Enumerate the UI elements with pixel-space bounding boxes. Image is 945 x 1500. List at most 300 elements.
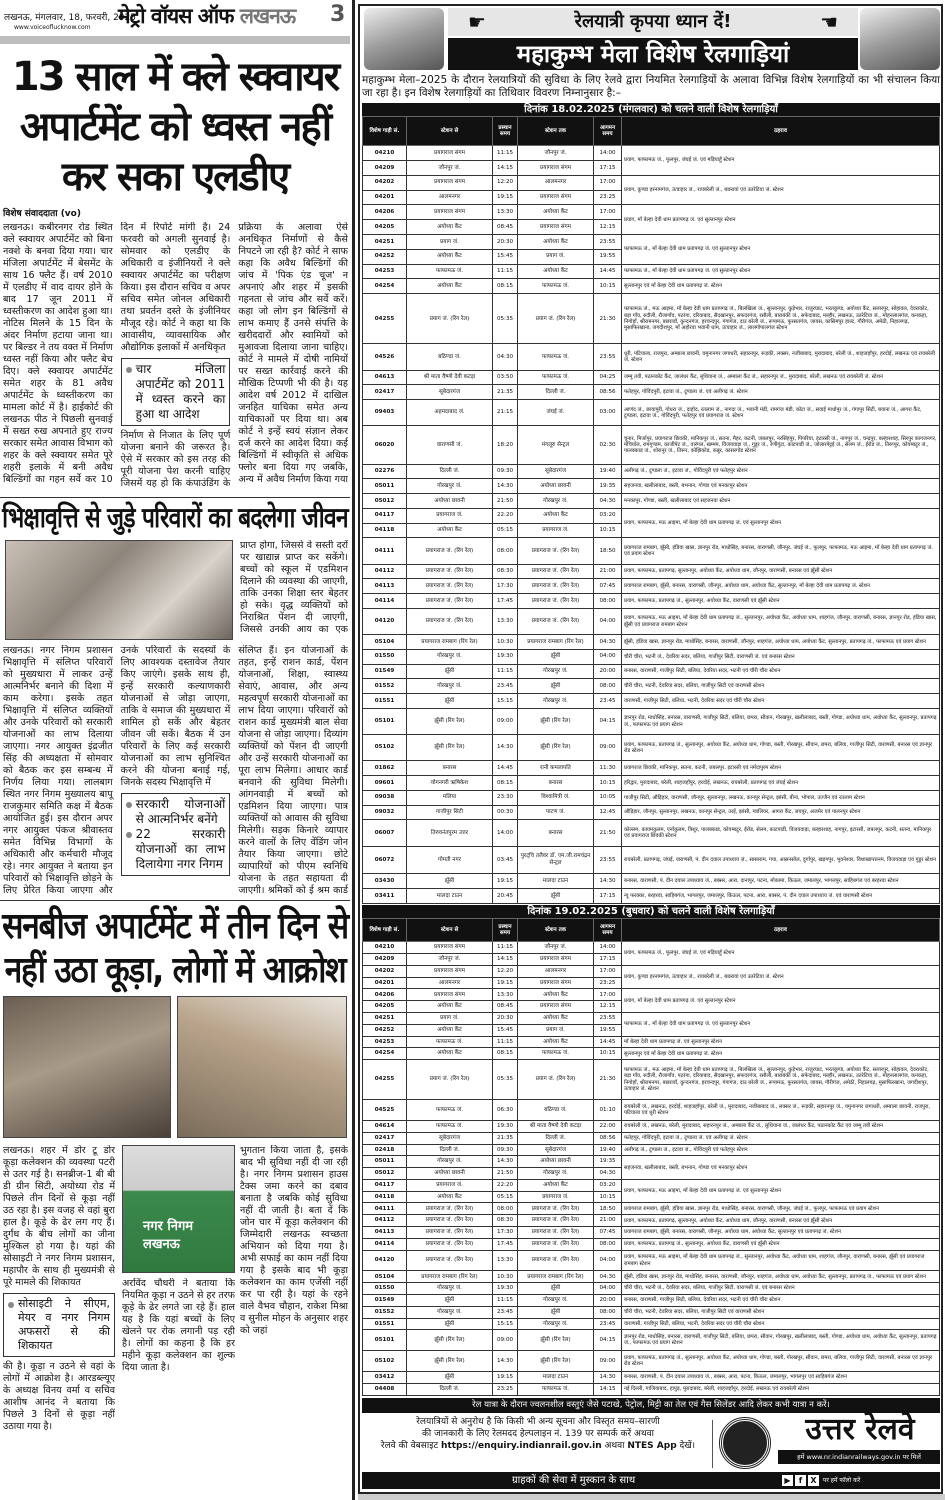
article3-para-a2: की है। कूड़ा न उठने से वहां के लोगों में आक्रोश है। आरडब्ल्यूए के अध्यक्ष विनय वर्मा व सचिव आशीष आनंद ने बताया कि पिछले 3 दिनों से कूड़ा नहीं उठाया गया है। <box>3 1361 115 1432</box>
stoppages: ज्ञानपुर रोड, माधोसिंह, बनारस, वाराणसी, गाजीपुर सिटी, बलिया, छपरा, सीवान, गोरखपुर, खलीलाबाद, बस्ती, गोण्डा, अयोध्या धाम, अयोध्या कैंट, सुल्तानपुर, प्रतापगढ़ जं., फाफामऊ एवं प्रयाग स्टेशन <box>622 1330 940 1351</box>
train-number: 04209 <box>363 161 407 176</box>
arrival-time: 04:30 <box>594 494 622 509</box>
train-number: 04202 <box>363 175 407 190</box>
stoppages: फाफामऊ जं., माँ बेल्हा देवी धाम प्रतापगढ़ जं. एवं सुल्तानपुर स्टेशन <box>622 264 940 279</box>
to-station: सूबेदारगंज <box>518 1144 594 1156</box>
stoppages: प्रयागराज रामबाग, झूँसी, बनारस, वाराणसी, जौनपुर, अयोध्या धाम, अयोध्या कैंट, सुल्तानपुर, माँ बेल्हा देवी धाम प्रतापगढ़ जं. स्टेशन <box>622 579 940 594</box>
stoppages: फतेहपुर, गोविंदपुरी, इटावा जं., टूण्डला जं. एवं अलीगढ़ जं. स्टेशन <box>622 385 940 400</box>
title-voice: वॉयस ऑफ <box>150 4 234 28</box>
stoppages: रायबरेली, प्रतापगढ़, जंघई, वाराणसी, पं. दीन दयाल उपाध्याय जं., सासाराम, गया, आसनसोल, दुर्गापुर, खड़गपुर, भुवनेश्वर, विशाखापत्तनम, विजयवाड़ा एवं गुडूर स्टेशन <box>622 846 940 874</box>
from-station: प्रयाग जं. <box>407 1012 493 1024</box>
departure-time: 19:30 <box>493 1121 518 1133</box>
train-row <box>363 400 940 426</box>
to-station: गोरखपुर जं. <box>518 664 594 679</box>
train-number: 04113 <box>363 579 407 594</box>
social-links <box>782 1472 860 1489</box>
train-number: 04201 <box>363 190 407 205</box>
train-number: 05104 <box>363 1271 407 1283</box>
from-station: प्रयागराज रामबाग (रिंग रेल) <box>407 1271 493 1283</box>
to-station: प्रयागराज जं. (रिंग रेल) <box>518 1238 594 1250</box>
arrival-time: 17:15 <box>594 889 622 904</box>
departure-time: 08:00 <box>493 538 518 564</box>
departure-time: 11:15 <box>493 264 518 279</box>
stoppages: प्रयागराज छिवकी, मानिकपुर, सतना, कटनी, जबलपुर, इटारसी एवं नर्मदापुरम स्टेशन <box>622 761 940 776</box>
train-row <box>363 175 940 190</box>
attention-text: रेलयात्री कृपया ध्यान दें! <box>574 11 732 32</box>
facebook-icon[interactable]: f <box>795 1475 806 1486</box>
from-station: झूँसी <box>407 1318 493 1330</box>
train-number: 01551 <box>363 694 407 709</box>
departure-time: 14:45 <box>493 761 518 776</box>
garbage-photo-2 <box>177 996 347 1138</box>
to-station: झूँसी <box>518 679 594 694</box>
from-station: झूँसी <box>407 694 493 709</box>
train-number: 04614 <box>363 1121 407 1133</box>
to-station: झूँसी <box>518 1306 594 1318</box>
train-number: 05101 <box>363 709 407 735</box>
train-row <box>363 205 940 220</box>
arrival-time: 18:50 <box>594 1203 622 1215</box>
stoppages: प्रयाग, कुण्डा हरनामगंज, ऊंचाहार जं., रायबरेली जं., बछरावां एवं उतरेटिया जं. स्टेशन <box>622 965 940 989</box>
table2-date-heading: दिनांक 19.02.2025 (बुधवार) को चलने वाली विशेष रेलगाड़ियाँ <box>362 905 940 918</box>
arrival-time: 19:55 <box>594 1024 622 1036</box>
to-station: गोरखपुर जं. <box>518 1318 594 1330</box>
train-row <box>363 965 940 977</box>
from-station: योगनगरी ऋषिकेश <box>407 776 493 791</box>
arrival-time: 04:30 <box>594 635 622 650</box>
callout-item: 22 सरकारी योजनाओं का लाभ दिलायेगा नगर निगम <box>126 827 226 872</box>
article1-text-a: लखनऊ। कबीरनगर रोड स्थित क्ले स्क्वायर अपार्टमेंट को बिना नक्शे के बनवा दिया गया। चार मंजिला अपार्टमेंट में बेसमेंट के साथ 16 फ्लैट हैं। वर्ष 2010 में एलडीए में वाद दायर होने के बाद 17 जून 2011 में ध्वस्तीकरण का आदेश हुआ था। नोटिस मिलने के 15 दिन के अंदर निर्माण हटाया जाना था। पर बिल्डर ने तय वक्त में निर्माण ध्वस्त नहीं किया और फ्लैट बेच दिए। क्ले स्क्वायर अपार्टमेंट समेत शहर के 81 अवैध अपार्टमेंट के ध्वस्तीकरण का मामला कोर्ट में है। हाईकोर्ट की लखनऊ पीठ ने पिछली सुनवाई में सख्त रुख अपनाते हुए राज्य सरकार समेत आवास विभाग को शहर के क्ले स्क्वायर समेत पूरे शहरी इलाके में बनी अवैध बिल्डिंगों का गहन सर्वे कर 10 दिन में रिपोर्ट मांगी है। 24 फरवरी को अगली सुनवाई है। सोमवार को एलडीए के अधिकारी व इंजीनियरों ने क्ले स्क्वायर अपार्टमेंट का परीक्षण किया। इस दौरान सचिव व अपर सचिव समेत जोनल अधिकारी तथा प्रवर्तन दस्ते के इंजीनियर मौजूद रहे। कोर्ट ने कहा था कि आवासीय, व्यावसायिक और औद्योगिक इलाकों में अनधिकृत <box>3 222 231 485</box>
from-station: गोरखपुर जं. <box>407 679 493 694</box>
stoppages: रायबरेली जं., लखनऊ, बरेली, मुरादाबाद, सहारनपुर जं., अम्बाला कैंट जं., लुधियाना जं., जालंधर कैंट, पठानकोट कैंट एवं जम्मू तवी स्टेशन <box>622 1121 940 1133</box>
train-row <box>363 564 940 579</box>
article2-callout <box>121 793 231 876</box>
train-row <box>363 1227 940 1239</box>
from-station: झूँसी (रिंग रेल) <box>407 735 493 761</box>
divider <box>712 1420 713 1468</box>
departure-time: 10:30 <box>493 1271 518 1283</box>
train-row <box>363 1144 940 1156</box>
northern-railway-website[interactable]: हमें www.nr.indianrailways.gov.in पर मिलें <box>778 1450 940 1464</box>
to-station: प्रयागराज संगम <box>518 1001 594 1013</box>
table-header-row <box>363 117 940 146</box>
from-station: श्री माता वैष्णो देवी कटड़ा <box>407 370 493 385</box>
arrival-time: 14:00 <box>594 146 622 161</box>
train-number: 04118 <box>363 1191 407 1203</box>
from-station: गाजीपुर सिटी <box>407 805 493 820</box>
arrival-time: 21:50 <box>594 820 622 846</box>
table1 <box>362 116 940 904</box>
train-row <box>363 1100 940 1121</box>
departure-time: 03:50 <box>493 370 518 385</box>
to-station: प्रयागराज जं. (रिंग रेल) <box>518 564 594 579</box>
train-number: 04251 <box>363 235 407 250</box>
train-number: 09403 <box>363 400 407 426</box>
train-number: 04210 <box>363 146 407 161</box>
to-station: प्रयागराज जं. (रिंग रेल) <box>518 594 594 609</box>
article1-callout <box>121 358 231 426</box>
arrival-time: 23:25 <box>594 977 622 989</box>
train-number: 04205 <box>363 1001 407 1013</box>
stoppages: प्रयाग, फाफामऊ, मऊ आइमा, माँ बेल्हा देवी धाम प्रतापगढ़ जं., सुल्तानपुर, अयोध्या कैंट, अयोध्या धाम, शाहगंज, जौनपुर, वाराणसी, बनारस, झूँसी एवं प्रयागराज रामबाग स्टेशन <box>622 1250 940 1271</box>
to-station: अयोध्या कैंट <box>518 205 594 220</box>
departure-time: 10:30 <box>493 635 518 650</box>
departure-time: 21:50 <box>493 1168 518 1180</box>
from-station: प्रयागराज जं. (रिंग रेल) <box>407 564 493 579</box>
arrival-time: 19:35 <box>594 479 622 494</box>
stoppages: फाफामऊ जं., माँ बेल्हा देवी धाम प्रतापगढ़ जं. एवं सुल्तानपुर स्टेशन <box>622 235 940 265</box>
departure-time: 12:20 <box>493 175 518 190</box>
arrival-time: 10:15 <box>594 776 622 791</box>
arrival-time: 03:00 <box>594 400 622 426</box>
train-number: 05011 <box>363 479 407 494</box>
train-row <box>363 235 940 250</box>
arrival-time: 12:15 <box>594 220 622 235</box>
train-number: 04525 <box>363 1100 407 1121</box>
article2-text-b: संलिप्त हैं। इन योजनाओं के तहत, इन्हें राशन कार्ड, पेंशन योजनाओं, शिक्षा, स्वास्थ्य सेवाएं, आवास, और अन्य महत्वपूर्ण सरकारी योजनाओं का लाभ दिया जाएगा। परिवारों को राशन कार्ड मुख्यमंत्री बाल सेवा योजना से जोड़ा जाएगा। दिव्यांग व्यक्तियों को पेंशन दी जाएगी और उन्हें सरकारी योजनाओं का पूरा लाभ मिलेगा। आधार कार्ड बनवाने की सुविधा मिलेगी। आंगनवाड़ी में बच्चों को एडमिशन दिया जाएगा। पात्र व्यक्तियों को आवास की सुविधा मिलेगी। सड़क किनारे व्यापार करने वालों के लिए वेंडिंग जोन तैयार किया जाएगा। छोटे व्यापारियों को पीएम स्वनिधि योजना के तहत सहायता दी जाएगी। श्रमिकों को ई श्रम कार्ड <box>238 645 348 896</box>
train-row <box>363 1215 940 1227</box>
departure-time: 03:45 <box>493 846 518 874</box>
column-divider <box>352 0 355 1500</box>
arrival-time: 19:35 <box>594 1156 622 1168</box>
stoppages: प्रयाग, फाफामऊ, प्रतापगढ़ जं., सुल्तानपुर, अयोध्या कैंट, वाराणसी एवं झूँसी स्टेशन <box>622 594 940 609</box>
departure-time: 14:30 <box>493 1351 518 1372</box>
article2-side-para: प्राप्त होगा, जिससे वे सस्ती दरों पर खाद्यान्न प्राप्त कर सकेंगे। बच्चों को स्कूल में एडमिशन दिलाने की व्यवस्था की जाएगी, ताकि उनका शिक्षा स्तर बेहतर हो सके। वृद्ध व्यक्तियों को निराश्रित पेंशन दी जाएगी, जिससे उनकी आय का एक <box>240 540 348 635</box>
train-number: 01552 <box>363 679 407 694</box>
arrival-time: 04:25 <box>594 370 622 385</box>
train-number: 03411 <box>363 889 407 904</box>
departure-time: 08:30 <box>493 564 518 579</box>
train-number: 01549 <box>363 664 407 679</box>
train-row <box>363 709 940 735</box>
train-row <box>363 1060 940 1100</box>
garbage-photo-1 <box>3 996 171 1138</box>
from-station: फाफामऊ जं. <box>407 1100 493 1121</box>
arrival-time: 19:40 <box>594 1144 622 1156</box>
to-station: अयोध्या कैंट <box>518 1012 594 1024</box>
to-station: प्रयाग जं. <box>518 249 594 264</box>
column-header: स्टेशन से <box>407 117 493 146</box>
to-station: फाफामऊ जं. <box>518 1383 594 1395</box>
arrival-time: 11:30 <box>594 761 622 776</box>
from-station: बनारस <box>407 761 493 776</box>
to-station: झूँसी (रिंग रेल) <box>518 1351 594 1372</box>
train-row <box>363 1306 940 1318</box>
train-row <box>363 294 940 344</box>
departure-time: 21:35 <box>493 1132 518 1144</box>
info-text: अथवा <box>604 1441 625 1451</box>
stoppages: अलीगढ़ जं., टूण्डला जं., इटावा जं., गोविंदपुरी एवं फतेहपुर स्टेशन <box>622 464 940 479</box>
from-station: प्रयाग जं. (रिंग रेल) <box>407 294 493 344</box>
train-number: 04111 <box>363 1203 407 1215</box>
from-station: अयोध्या कैंट <box>407 220 493 235</box>
departure-time: 19:30 <box>493 1283 518 1295</box>
to-station: श्री माता वैष्णो देवी कटड़ा <box>518 1121 594 1133</box>
x-icon[interactable]: X <box>808 1475 819 1486</box>
from-station: गोरखपुर जं. <box>407 1156 493 1168</box>
train-number: 05102 <box>363 1351 407 1372</box>
train-row <box>363 579 940 594</box>
from-station: झूँसी (रिंग रेल) <box>407 1330 493 1351</box>
to-station: प्रयागराज संगम <box>518 161 594 176</box>
enquiry-link[interactable]: https://enquiry.indianrail.gov.in <box>441 1441 602 1451</box>
train-number: 04112 <box>363 564 407 579</box>
train-row <box>363 594 940 609</box>
stoppages: सहजनवा, खलीलाबाद, बस्ती, बभनान, गोण्डा एवं मनकापुर स्टेशन <box>622 1156 940 1180</box>
stoppages: चौरी चौरा, भटनी, देवरिया सदर, बलिया, गाजीपुर सिटी एवं वाराणसी स्टेशन <box>622 1306 940 1318</box>
train-row <box>363 1156 940 1168</box>
arrival-time: 10:05 <box>594 790 622 805</box>
train-number: 05011 <box>363 1156 407 1168</box>
train-row <box>363 464 940 479</box>
arrival-time: 10:15 <box>594 1048 622 1060</box>
train-number: 06007 <box>363 820 407 846</box>
departure-time: 13:30 <box>493 608 518 634</box>
stoppages: वाराणसी, गाजीपुर सिटी, बलिया, भटनी, देवरिया सदर एवं चौरी चौरा स्टेशन <box>622 1318 940 1330</box>
train-number: 04526 <box>363 344 407 370</box>
meeting-photo <box>5 540 233 640</box>
train-number: 06072 <box>363 846 407 874</box>
departure-time: 21:50 <box>493 494 518 509</box>
article1-body <box>3 222 348 494</box>
to-station: जौनपुर जं. <box>518 942 594 954</box>
to-station: अयोध्या कैंट <box>518 508 594 523</box>
article3-text-c <box>240 1145 348 1500</box>
to-station: प्रयागराज संगम <box>518 977 594 989</box>
departure-time: 05:15 <box>493 1191 518 1203</box>
arrival-time: 23:55 <box>594 1012 622 1024</box>
from-station: अयोध्या छावनी <box>407 494 493 509</box>
from-station: झूँसी (रिंग रेल) <box>407 1351 493 1372</box>
masthead-divider <box>0 36 350 44</box>
stoppages: मनकापुर, गोण्डा, बस्ती, खलीलाबाद एवं सहजनवा स्टेशन <box>622 494 940 509</box>
stoppages: फाफामऊ जं., माँ बेल्हा देवी धाम प्रतापगढ़ जं. एवं सुल्तानपुर स्टेशन <box>622 1012 940 1036</box>
from-station: बठिण्डा जं. <box>407 344 493 370</box>
from-station: सूबेदारगंज <box>407 385 493 400</box>
stoppages: रायबरेली जं., लखनऊ, हरदोई, शाहजहाँपुर, बरेली जं., मुरादाबाद, नजीबाबाद जं., लक्सर जं., रूड़की, सहारनपुर जं., यमुनानगर जगाधरी, अम्बाला छावनी, राजपुरा, पटियाला एवं धूरी स्टेशन <box>622 1100 940 1121</box>
stoppages: प्रयाग, फाफामऊ, मऊ आइमा, माँ बेल्हा देवी धाम प्रतापगढ़ जं. एवं सुल्तानपुर स्टेशन <box>622 1179 940 1203</box>
arrival-time: 17:00 <box>594 989 622 1001</box>
train-row <box>363 694 940 709</box>
train-row <box>363 1318 940 1330</box>
departure-time: 19:30 <box>493 649 518 664</box>
table1-date-heading: दिनांक 18.02.2025 (मंगलवार) को चलने वाली विशेष रेलगाड़ियाँ <box>362 103 940 116</box>
arrival-time: 14:30 <box>594 874 622 889</box>
northern-railway-brand: उत्तर रेलवे <box>805 1412 915 1447</box>
train-number: 02418 <box>363 1144 407 1156</box>
train-row <box>363 1371 940 1383</box>
arrival-time: 22:00 <box>594 1121 622 1133</box>
arrival-time: 12:45 <box>594 805 622 820</box>
train-row <box>363 426 940 464</box>
train-row <box>363 649 940 664</box>
stoppages: बनारस, वाराणसी, गाजीपुर सिटी, बलिया, देवरिया सदर, भटनी एवं चौरी चौरा स्टेशन <box>622 1294 940 1306</box>
arrival-time: 20:00 <box>594 1294 622 1306</box>
to-station: झूँसी <box>518 649 594 664</box>
stoppages: आणंद जं., छायापुरी, गोधरा जं., दाहोद, रतलाम जं., नागदा जं., भवानी मंडी, रामगंज मंडी, कोटा जं., सवाई माधोपुर जं., गंगापुर सिटी, बयाना जं., आगरा कैंट, टूण्डला, इटावा जं., गोविंदपुरी, फतेहपुर एवं प्रयागराज जं. स्टेशन <box>622 400 940 426</box>
stoppages: सहजनवा, खलीलाबाद, बस्ती, बभनान, गोण्डा एवं मनकापुर स्टेशन <box>622 479 940 494</box>
departure-time: 00:30 <box>493 805 518 820</box>
departure-time: 15:15 <box>493 694 518 709</box>
from-station: झूँसी <box>407 664 493 679</box>
departure-time: 14:30 <box>493 735 518 761</box>
departure-time: 04:30 <box>493 344 518 370</box>
train-row <box>363 846 940 874</box>
train-number: 04210 <box>363 942 407 954</box>
to-station: दिल्ली जं. <box>518 385 594 400</box>
section-divider <box>0 497 350 498</box>
departure-time: 13:30 <box>493 989 518 1001</box>
column-header: प्रस्थान समय <box>493 117 518 146</box>
stoppages: चौरी चौरा, भटनी जं., देवरिया सदर, बलिया, गाजीपुर सिटी, वाराणसी जं. एवं बनारस स्टेशन <box>622 1283 940 1295</box>
to-station: झूँसी <box>518 1283 594 1295</box>
to-station: अयोध्या छावनी <box>518 479 594 494</box>
departure-time: 19:15 <box>493 977 518 989</box>
to-station: अयोध्या कैंट <box>518 1036 594 1048</box>
from-station: फाफामऊ जं. <box>407 264 493 279</box>
train-engine-icon <box>860 8 940 70</box>
arrival-time: 23:45 <box>594 694 622 709</box>
departure-time: 14:30 <box>493 1156 518 1168</box>
to-station: विश्वामित्री जं. <box>518 790 594 805</box>
social-text: पर हमें फॉलो करें <box>822 1477 861 1484</box>
train-number: 09601 <box>363 776 407 791</box>
from-station: प्रयागराज संगम <box>407 146 493 161</box>
departure-time: 20:45 <box>493 889 518 904</box>
departure-time: 19:15 <box>493 190 518 205</box>
train-row <box>363 494 940 509</box>
train-row <box>363 1048 940 1060</box>
departure-time: 20:30 <box>493 235 518 250</box>
arrival-time: 07:45 <box>594 579 622 594</box>
train-number: 05104 <box>363 635 407 650</box>
train-row <box>363 1179 940 1191</box>
callout-item: सोसाइटी ने सीएम, मेयर व नगर निगम अफसरों से की शिकायत <box>8 1297 110 1353</box>
bin-lettering: नगर निगम लखनऊ <box>143 1219 194 1252</box>
ad-footer <box>362 1472 940 1489</box>
article3-para-a: लखनऊ। शहर में डोर टू डोर कूड़ा कलेक्शन की व्यवस्था पटरी से उतर गई है। सनब्रीज-1 बी बी डी ग्रीन सिटी, अयोध्या रोड में पिछले तीन दिनों से कूड़ा नहीं उठ रहा है। इस वजह से वहां बुरा हाल है। कूड़े के ढेर लग गए हैं। दुर्गंध के बीच लोगों का जीना मुश्किल हो गया है। यहां की सोसाइटी ने नगर निगम प्रशासन, महापौर के साथ ही मुख्यमंत्री से पूरे मामले की शिकायत <box>3 1145 115 1288</box>
column-header: स्टेशन तक <box>518 919 594 942</box>
column-header: प्रस्थान समय <box>493 919 518 942</box>
departure-time: 11:15 <box>493 942 518 954</box>
to-station: बनारस <box>518 776 594 791</box>
train-number: 04117 <box>363 508 407 523</box>
to-station: फाफामऊ जं. <box>518 1048 594 1060</box>
website-link[interactable]: www.voiceoflucknow.com <box>14 24 91 31</box>
arrival-time: 03:20 <box>594 508 622 523</box>
train-row <box>363 679 940 694</box>
train-row <box>363 1383 940 1395</box>
train-row <box>363 479 940 494</box>
train-row <box>363 820 940 846</box>
stoppages: प्रयागराज रामबाग, झूँसी, हंडिया खास, ज्ञानपुर रोड, माधोसिंह, बनारस, वाराणसी, जौनपुर, जंघई जं., फूलपुर, फाफामऊ, मऊ आइमा, माँ बेल्हा देवी धाम प्रतापगढ़ जं. एवं प्रयाग स्टेशन <box>622 538 940 564</box>
to-station: प्रयागराज संगम <box>518 954 594 966</box>
arrival-time: 17:00 <box>594 175 622 190</box>
train-row <box>363 264 940 279</box>
to-station: जौनपुर जं. <box>518 146 594 161</box>
departure-time: 05:35 <box>493 1060 518 1100</box>
train-number: 01551 <box>363 1318 407 1330</box>
arrival-time: 23:55 <box>594 235 622 250</box>
from-station: प्रयागराज संगम <box>407 175 493 190</box>
article3-para-b: अरविंद चौधरी ने बताया कि नियमित कूड़ा न उठने से हर तरफ कूड़े के ढेर लगते जा रहे हैं। हाल यह है कि यहां बच्चों के लिए खेलने पर रोक लगानी पड़ रही है। लोगों का कहना है कि हर महीने कूड़ा कलेक्शन का शुल्क दिया जाता है। <box>122 1278 235 1373</box>
stoppages: हरिद्वार, मुरादाबाद, बरेली, शाहजहाँपुर, हरदोई, लखनऊ, रायबरेली, प्रतापगढ़ एवं जंघई स्टेशन <box>622 776 940 791</box>
to-station: प्रयागराज रामबाग (रिंग रेल) <box>518 635 594 650</box>
train-row <box>363 1271 940 1283</box>
from-station: प्रयागराज रामबाग (रिंग रेल) <box>407 635 493 650</box>
stoppages: चौरी चौरा, भटनी, देवरिया सदर, बलिया, गाजीपुर सिटी एवं वाराणसी स्टेशन <box>622 679 940 694</box>
arrival-time: 07:45 <box>594 1227 622 1239</box>
train-number: 05101 <box>363 1330 407 1351</box>
to-station: प्रयागराज जं. (रिंग रेल) <box>518 579 594 594</box>
page-number: 3 <box>330 2 346 27</box>
departure-time: 23:25 <box>493 1383 518 1395</box>
train-row <box>363 942 940 954</box>
from-station: प्रयागराज जं. (रिंग रेल) <box>407 608 493 634</box>
departure-time: 17:45 <box>493 594 518 609</box>
from-station: सूबेदारगंज <box>407 1132 493 1144</box>
from-station: अयोध्या कैंट <box>407 523 493 538</box>
pointing-hand-icon: ☛ <box>468 10 486 34</box>
to-station: प्रयागराज जं. (रिंग रेल) <box>518 1250 594 1271</box>
train-number: 04113 <box>363 1227 407 1239</box>
from-station: गोमती नगर <box>407 846 493 874</box>
stoppages: बनारस, वाराणसी, पं. दीन दयाल उपाध्याय जं., बक्सर, आरा, पटना, किऊल, जमालपुर, भागलपुर एवं साहिबगंज स्टेशन <box>622 1371 940 1383</box>
train-number: 01550 <box>363 649 407 664</box>
departure-time: 08:15 <box>493 1048 518 1060</box>
train-number: 04201 <box>363 977 407 989</box>
column-header: स्टेशन तक <box>518 117 594 146</box>
departure-time: 15:45 <box>493 1024 518 1036</box>
to-station: प्रयागराज जं. (रिंग रेल) <box>518 1203 594 1215</box>
stoppages: बनारस, वाराणसी, गाजीपुर सिटी, बलिया, देवरिया सदर, भटनी एवं चौरी चौरा स्टेशन <box>622 664 940 679</box>
to-station: गोरखपुर जं. <box>518 1294 594 1306</box>
ad-title: महाकुम्भ मेला विशेष रेलगाड़ियां <box>448 38 858 70</box>
arrival-time: 08:56 <box>594 385 622 400</box>
to-station: प्रयागराज जं. <box>518 523 594 538</box>
stoppages: फाफामऊ जं., मऊ आइमा, माँ बेल्हा देवी धाम प्रतापगढ़ जं., बिलखिला जं., सुल्तानपुर, कुड़ेभार, राजुरघाट, भरतकुण्ड, अयोध्या कैंट, सलारपुर, सोहावल, देवराकोट, बड़ा गाँव, रुदौली, रौजागाँव, पटरंगा, दरियाबाद, सैदखानपुर, सफदरगंज, रसौली, बाराबंकी जं., सफेदाबाद, मल्हौर, लखनऊ, उतरेटिया जं., मोहनलालगंज, कनकहा, निगोहाँ, श्रीरामनगर, बछरावाँ, कुन्दनगंज, हरचन्दपुर, गंगागंज, दाउ बरेली जं., रूपामऊ, फुरसतगंज, जायस, गौरीगंज, अमेठी, निहालगढ़, मुसाफिरखाना, जगदीशपुर, ऊंचाहार जं. स्टेशन <box>622 1060 940 1100</box>
train-number: 06020 <box>363 426 407 464</box>
arrival-time: 04:00 <box>594 1283 622 1295</box>
from-station: प्रयागराज जं. (रिंग रेल) <box>407 1238 493 1250</box>
departure-time: 13:30 <box>493 1250 518 1271</box>
newspaper-title <box>118 2 323 30</box>
train-number: 02276 <box>363 464 407 479</box>
train-number: 05012 <box>363 494 407 509</box>
stoppages: प्रयाग, फाफामऊ, प्रतापगढ़ जं., सुल्तानपुर, अयोध्या कैंट, अयोध्या धाम, गोण्डा, बस्ती, गोरखपुर, सीवान, छपरा, बलिया, गाजीपुर सिटी, वाराणसी, बनारस एवं ज्ञानपुर रोड स्टेशन <box>622 735 940 761</box>
to-station: अयोध्या छावनी <box>518 1156 594 1168</box>
youtube-icon[interactable]: ▶ <box>782 1475 793 1486</box>
column-header: ठहराव <box>622 919 940 942</box>
from-station: जौनपुर जं. <box>407 161 493 176</box>
departure-time: 19:15 <box>493 874 518 889</box>
arrival-time: 08:00 <box>594 679 622 694</box>
article1-text-b: निर्माण से निजात के लिए पूर्ण योजना बनाने की जरूरत है। ऐसे में सरकार को इस तरह की पूरी योजना पेश करनी चाहिए जिसमें यह हो कि कंपाउंडिंग के प्रक्रिया के अलावा ऐसे अनधिकृत निर्माणों से कैसे निपटने जा रही है? कोर्ट ने साफ कहा कि अवैध बिल्डिंगों की जांच में 'पिक एंड चूज' न अपनाएं और शहर में इसकी गहनता से जांच और सर्वे करें। कहा जो लोग इन बिल्डिंगों से लाभ कमाए हैं उनसे संपत्ति के खरीददारों और स्वामियों को मुआवजा दिलाया जाना चाहिए। कोर्ट ने मामले में दोषी नामियों पर सख्त कार्रवाई करने की मौखिक टिप्पणी भी की है। यह आदेश वर्ष 2012 में दाखिल जनहित याचिका समेत अन्य याचिकाओं पर दिया था। अब कोर्ट ने इन्हें स्वयं संज्ञान लेकर दर्ज करने का आदेश दिया। कई बिल्डिंगों में स्वीकृति से अधिक फ्लोर बना दिया गए जबकि, अन्य में अवैध निर्माण किया गया <box>120 222 348 489</box>
train-row <box>363 761 940 776</box>
stoppages: चौरी चौरा, भटनी जं., देवरिया सदर, बलिया, गाजीपुर सिटी, वाराणसी जं. एवं बनारस स्टेशन <box>622 649 940 664</box>
arrival-time: 08:56 <box>594 1132 622 1144</box>
article3-headline: सनबीज अपार्टमेंट में तीन दिन से नहीं उठा कूड़ा, लोगों में आक्रोश <box>2 906 348 991</box>
to-station: गोरखपुर जं. <box>518 694 594 709</box>
from-station: मलिया <box>407 790 493 805</box>
to-station: प्रयागराज रामबाग (रिंग रेल) <box>518 1271 594 1283</box>
arrival-time: 21:30 <box>594 294 622 344</box>
departure-time: 22:20 <box>493 1179 518 1191</box>
info-text: देखें। <box>679 1441 696 1451</box>
from-station: प्रयागराज संगम <box>407 989 493 1001</box>
stoppages: ज्ञानपुर रोड, माधोसिंह, बनारस, वाराणसी, गाजीपुर सिटी, बलिया, छपरा, सीवान, गोरखपुर, खलीलाबाद, बस्ती, गोण्डा, अयोध्या धाम, अयोध्या कैंट, सुल्तानपुर, प्रतापगढ़ जं., फाफामऊ एवं प्रयाग स्टेशन <box>622 709 940 735</box>
from-station: अयोध्या कैंट <box>407 1191 493 1203</box>
